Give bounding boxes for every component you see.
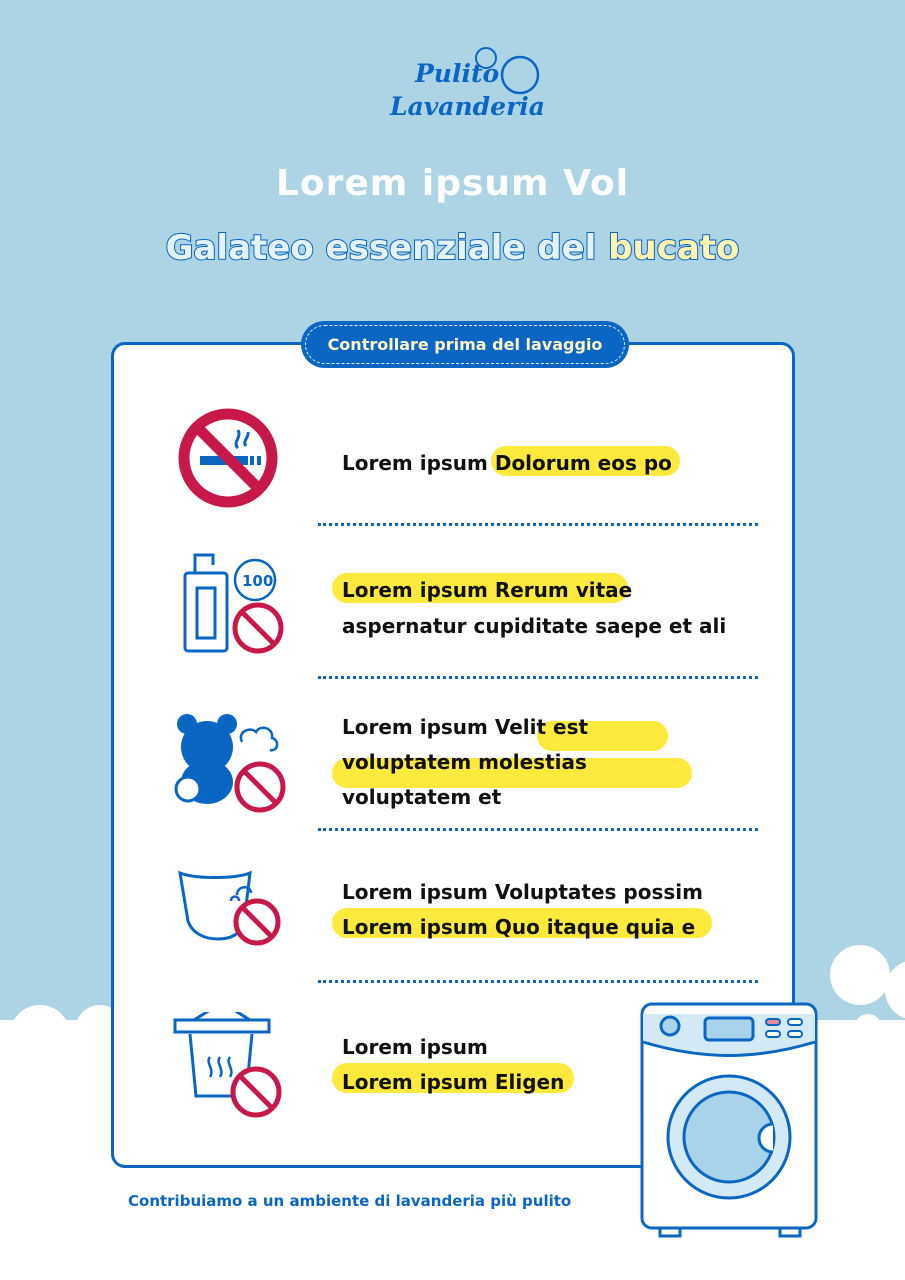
item-3-line-3: voluptatem et: [342, 785, 502, 809]
washing-machine-icon: [640, 1002, 820, 1238]
bubble-icon: [470, 45, 545, 100]
subtitle-main: Galateo essenziale del: [165, 228, 609, 268]
section-label: [301, 321, 629, 368]
logo-line1: Pulito: [415, 59, 500, 88]
item-5-line-1: Lorem ipsum: [342, 1035, 488, 1059]
divider: [318, 523, 758, 526]
footer-text: Contribuiamo a un ambiente di lavanderia più pulito: [128, 1192, 572, 1210]
logo-line2: Lavanderia: [390, 92, 545, 121]
no-diaper-icon: [172, 865, 287, 950]
subtitle-highlight: bucato: [608, 228, 740, 268]
item-4-line-2: Lorem ipsum Quo itaque quia e: [342, 915, 696, 939]
item-2-line-1: Lorem ipsum Rerum vitae: [342, 578, 633, 602]
section-label-text: Controllare prima del lavaggio: [327, 335, 603, 354]
no-trash-bin-icon: [172, 1012, 287, 1122]
item-3-line-2: voluptatem molestias: [342, 750, 587, 774]
logo: [385, 45, 545, 135]
no-stuffed-toy-icon: [172, 712, 292, 817]
no-lighter-coins-icon: [180, 548, 290, 658]
page-title: Lorem ipsum Vol: [275, 163, 630, 204]
svg-text:100: 100: [242, 572, 274, 590]
divider: [318, 980, 758, 983]
item-4-line-1: Lorem ipsum Voluptates possim: [342, 880, 703, 904]
divider: [318, 676, 758, 679]
item-2-line-2: aspernatur cupiditate saepe et ali: [342, 614, 727, 638]
item-3-line-1: Lorem ipsum Velit est: [342, 715, 589, 739]
page-subtitle: [0, 228, 905, 268]
item-1-line-1: Lorem ipsum Dolorum eos po: [342, 451, 672, 475]
no-smoking-icon: [178, 408, 278, 508]
item-5-line-2: Lorem ipsum Eligen: [342, 1070, 565, 1094]
divider: [318, 828, 758, 831]
